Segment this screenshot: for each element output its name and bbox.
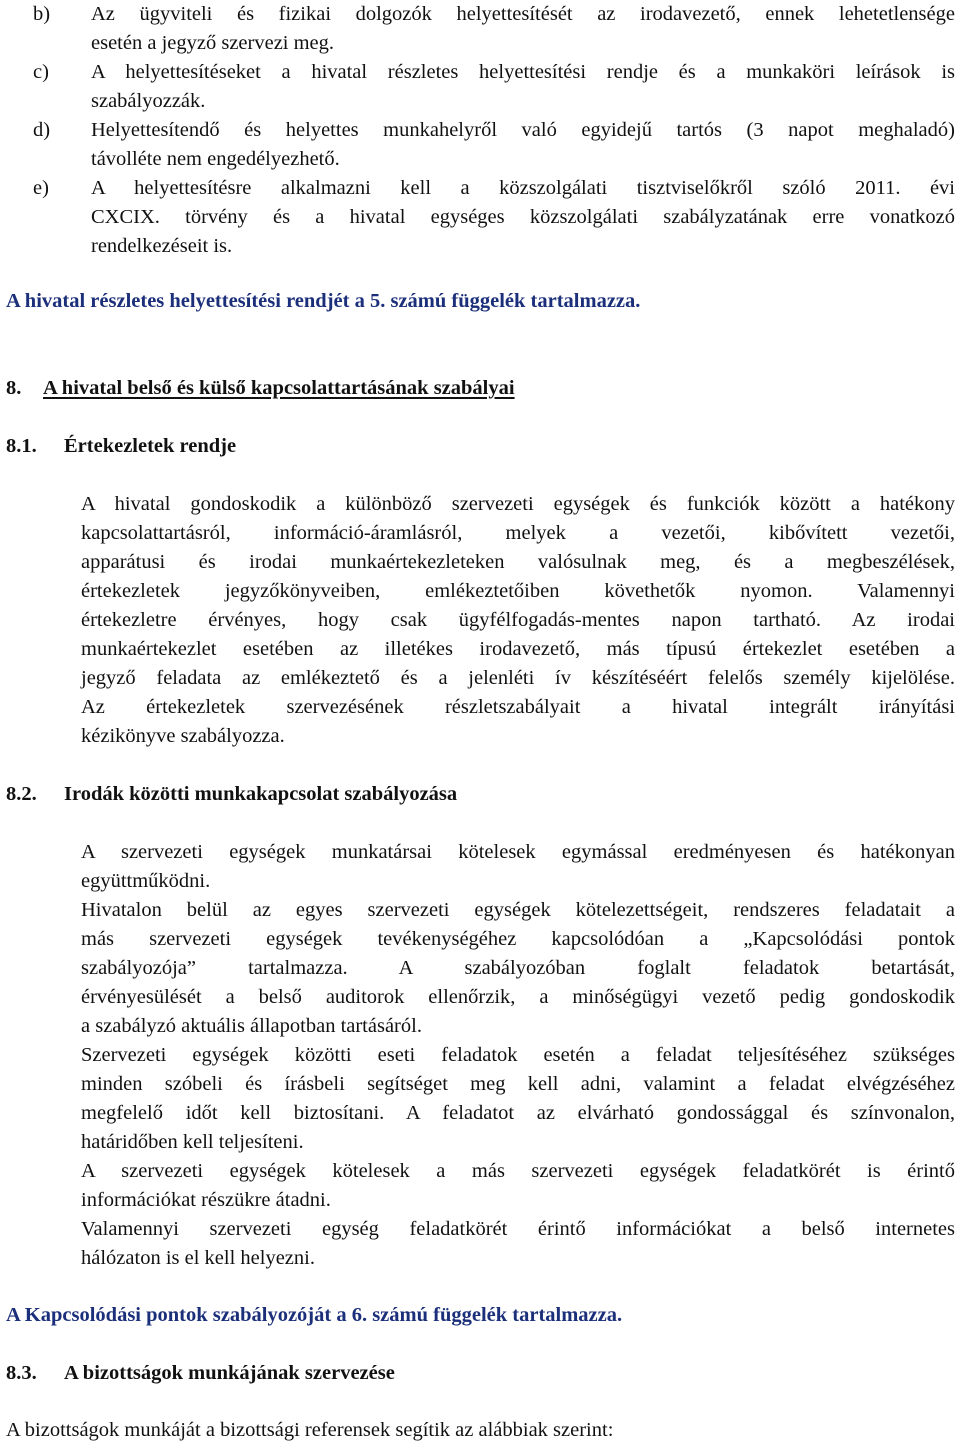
paragraph-8-1-line: A hivatal gondoskodik a különböző szervezeti egységek és funkciók között a hatékony	[81, 493, 955, 515]
paragraph-8-2-line: határidőben kell teljesíteni.	[81, 1131, 304, 1153]
appendix-note-5: A hivatal részletes helyettesítési rendjét a 5. számú függelék tartalmazza.	[6, 290, 641, 312]
paragraph-8-1-line: kézikönyve szabályozza.	[81, 725, 285, 747]
list-item-e-line-1: A helyettesítésre alkalmazni kell a közszolgálati tisztviselőkről szóló 2011. évi	[91, 177, 955, 199]
section-8-3-title: A bizottságok munkájának szervezése	[64, 1362, 395, 1384]
paragraph-8-1-line: értekezletre érvényes, hogy csak ügyfélfogadás-mentes napon tartható. Az irodai	[81, 609, 955, 631]
paragraph-8-2-line: Hivatalon belül az egyes szervezeti egységek kötelezettségeit, rendszeres feladatait a	[81, 899, 955, 921]
paragraph-8-2-line: Valamennyi szervezeti egység feladatkörét érintő információkat a belső internetes	[81, 1218, 955, 1240]
section-8-2-title: Irodák közötti munkakapcsolat szabályozása	[64, 783, 458, 805]
paragraph-8-2-line: minden szóbeli és írásbeli segítséget meg kell adni, valamint a feladat elvégzéséhez	[81, 1073, 955, 1095]
paragraph-8-2-line: más szervezeti egységek tevékenységéhez kapcsolódóan a „Kapcsolódási pontok	[81, 928, 955, 950]
section-8-1-number: 8.1.	[6, 435, 37, 457]
paragraph-8-2-line: hálózaton is el kell helyezni.	[81, 1247, 315, 1269]
paragraph-8-1-line: jegyző feladata az emlékeztető és a jelenléti ív készítéséért felelős személy kijelölése.	[81, 667, 955, 689]
section-8-1-title: Értekezletek rendje	[64, 435, 237, 457]
paragraph-8-2-line: megfelelő időt kell biztosítani. A feladatot az elvárható gondossággal és színvonalon,	[81, 1102, 955, 1124]
list-marker-e: e)	[33, 177, 49, 199]
list-item-d-line-2: távolléte nem engedélyezhető.	[91, 148, 340, 170]
paragraph-8-2-line: együttműködni.	[81, 870, 211, 892]
list-item-c-line-2: szabályozzák.	[91, 90, 206, 112]
paragraph-8-2-line: információkat részükre átadni.	[81, 1189, 331, 1211]
section-8-2-number: 8.2.	[6, 783, 37, 805]
section-8-title: A hivatal belső és külső kapcsolattartásának szabályai	[43, 377, 515, 399]
list-item-b-line-1: Az ügyviteli és fizikai dolgozók helyettesítését az irodavezető, ennek lehetetlensége	[91, 3, 955, 25]
paragraph-8-2-line: Szervezeti egységek közötti eseti feladatok esetén a feladat teljesítéséhez szükséges	[81, 1044, 955, 1066]
list-item-d-line-1: Helyettesítendő és helyettes munkahelyről való egyidejű tartós (3 napot meghaladó)	[91, 119, 955, 141]
section-8-number: 8.	[6, 377, 22, 399]
paragraph-8-2-line: A szervezeti egységek munkatársai kötelesek egymással eredményesen és hatékonyan	[81, 841, 955, 863]
list-marker-c: c)	[33, 61, 49, 83]
paragraph-8-1-line: értekezletek jegyzőkönyveiben, emlékeztetőiben követhetők nyomon. Valamennyi	[81, 580, 955, 602]
list-marker-d: d)	[33, 119, 51, 141]
appendix-note-6: A Kapcsolódási pontok szabályozóját a 6. számú függelék tartalmazza.	[6, 1304, 623, 1326]
paragraph-8-2-line: A szervezeti egységek kötelesek a más szervezeti egységek feladatkörét is érintő	[81, 1160, 955, 1182]
section-8-3-intro: A bizottságok munkáját a bizottsági referensek segítik az alábbiak szerint:	[6, 1419, 614, 1441]
section-8-3-number: 8.3.	[6, 1362, 37, 1384]
paragraph-8-2-line: a szabályzó aktuális állapotban tartásáról.	[81, 1015, 422, 1037]
list-item-e-line-3: rendelkezéseit is.	[91, 235, 233, 257]
paragraph-8-1-line: Az értekezletek szervezésének részletszabályait a hivatal integrált irányítási	[81, 696, 955, 718]
list-item-b-line-2: esetén a jegyző szervezi meg.	[91, 32, 335, 54]
list-item-c-line-1: A helyettesítéseket a hivatal részletes helyettesítési rendje és a munkaköri leírások is	[91, 61, 955, 83]
list-item-e-line-2: CXCIX. törvény és a hivatal egységes közszolgálati szabályzatának erre vonatkozó	[91, 206, 955, 228]
paragraph-8-1-line: kapcsolattartásról, információ-áramlásról, melyek a vezetői, kibővített vezetői,	[81, 522, 955, 544]
paragraph-8-1-line: apparátusi és irodai munkaértekezleteken valósulnak meg, és a megbeszélések,	[81, 551, 955, 573]
paragraph-8-1-line: munkaértekezlet esetében az illetékes irodavezető, más típusú értekezlet esetében a	[81, 638, 955, 660]
paragraph-8-2-line: szabályozója” tartalmazza. A szabályozóban foglalt feladatok betartását,	[81, 957, 955, 979]
list-marker-b: b)	[33, 3, 51, 25]
paragraph-8-2-line: érvényesülését a belső auditorok ellenőrzik, a minőségügyi vezető pedig gondoskodik	[81, 986, 955, 1008]
